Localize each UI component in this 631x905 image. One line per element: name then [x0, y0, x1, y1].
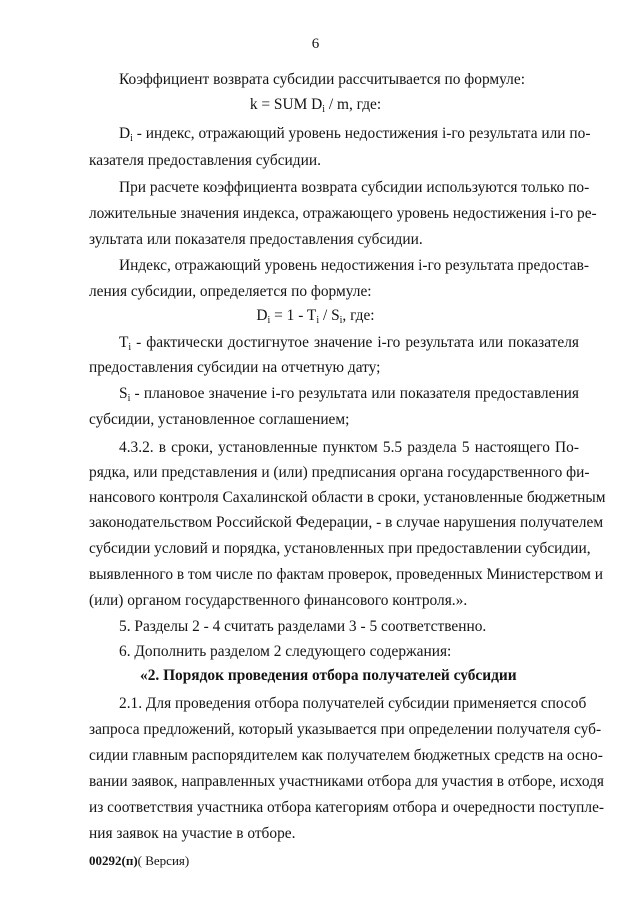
text-line: 4.3.2. в сроки, установленные пунктом 5.5 раздела 5 настоящего По- [119, 439, 579, 456]
text-line: вании заявок, направленных участниками отбора для участия в отборе, исходя [89, 773, 604, 790]
text-line: нансового контроля Сахалинской области в сроки, установленные бюджетным [89, 489, 606, 506]
text-line: предоставления субсидии на отчетную дату; [89, 359, 381, 376]
text-line: $S_i$ - плановое значение i-го результата или показателя предоставления [119, 385, 579, 404]
text-line: казателя предоставления субсидии. [89, 152, 321, 169]
text-line: законодательством Российской Федерации, - в случае нарушения получателем [89, 514, 604, 531]
document-code: 00292(п) [89, 853, 138, 868]
text-line: ления субсидии, определяется по формуле: [89, 283, 372, 300]
text-line: рядка, или представления и (или) предписания органа государственного фи- [89, 464, 590, 481]
text-line: 5. Разделы 2 - 4 считать разделами 3 - 5 соответственно. [119, 618, 487, 635]
text-line: $T_i$ - фактически достигнутое значение i-го результата или показателя [119, 334, 579, 353]
text-line: $D_i$ - индекс, отражающий уровень недостижения i-го результата или по- [119, 125, 591, 144]
text-line: запроса предложений, который указывается при определении получателя суб- [89, 721, 602, 738]
text-line: ложительные значения индекса, отражающего уровень недостижения i-го ре- [89, 205, 597, 222]
text-line: Коэффициент возврата субсидии рассчитывается по формуле: [119, 71, 525, 88]
text-line: 6. Дополнить разделом 2 следующего содержания: [119, 643, 452, 660]
text-line: выявленного в том числе по фактам проверок, проведенных Министерством и [89, 566, 603, 583]
text-line: (или) органом государственного финансового контроля.». [89, 592, 468, 609]
section-heading: «2. Порядок проведения отбора получателей субсидии [140, 667, 517, 684]
text-line: субсидии, установленное соглашением; [89, 411, 350, 428]
text-line: сидии главным распорядителем как получателем бюджетных средств на осно- [89, 747, 603, 764]
formula-k: k = SUM $D_i$ / m, где: [249, 96, 382, 115]
text-line: Индекс, отражающий уровень недостижения i-го результата предостав- [119, 257, 589, 274]
formula-d: $D_i = 1 - T_i / S_i$, где: [256, 307, 375, 326]
page-number: 6 [311, 36, 320, 52]
text-line: из соответствия участника отбора категориям отбора и очередности поступле- [89, 799, 605, 816]
text-line: 2.1. Для проведения отбора получателей субсидии применяется способ [119, 695, 587, 712]
document-version: ( Версия) [137, 853, 190, 868]
text-line: субсидии условий и порядка, установленных при предоставлении субсидии, [89, 540, 591, 557]
footer [89, 853, 189, 869]
text-line: зультата или показателя предоставления субсидии. [89, 231, 423, 248]
text-line: ния заявок на участие в отборе. [89, 825, 296, 842]
text-line: При расчете коэффициента возврата субсидии используются только по- [119, 179, 590, 196]
